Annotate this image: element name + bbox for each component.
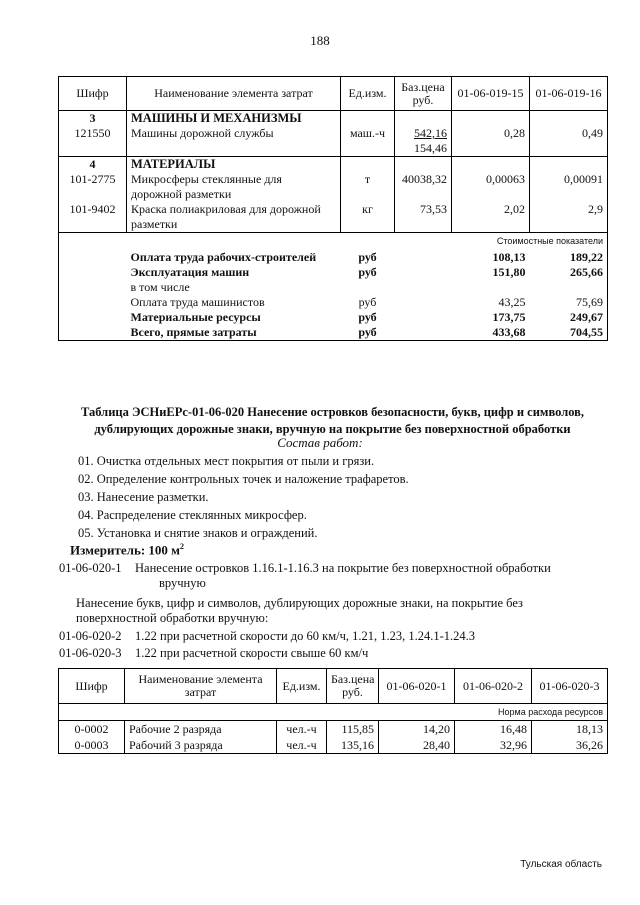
list-item: 04. Распределение стеклянных микросфер. (78, 508, 307, 522)
table-row (59, 141, 608, 157)
row-code: 0-0002 (59, 721, 125, 738)
cost-value-1: 173,75 (492, 310, 526, 324)
cost-value-1: 151,80 (492, 265, 526, 279)
header-code: Шифр (59, 669, 125, 704)
cost-label: Эксплуатация машин (130, 265, 250, 279)
row-value-3: 36,26 (532, 737, 608, 754)
row-name: Микросферы стеклянные для (127, 172, 341, 187)
cost-header-row (59, 233, 608, 251)
item-text (135, 561, 551, 591)
cost-value-2: 265,66 (530, 265, 608, 280)
norm-header: Норма расхода ресурсов (379, 704, 608, 721)
row-value-1: 0,28 (452, 126, 530, 141)
cost-header: Стоимостные показатели (452, 233, 608, 251)
table-row (59, 172, 608, 187)
table-header-row (59, 669, 608, 704)
cost-value-1: 108,13 (492, 250, 526, 264)
section-row (59, 157, 608, 173)
meter-superscript: 2 (180, 542, 185, 551)
row-price: 73,53 (395, 202, 452, 217)
row-value-3: 18,13 (532, 721, 608, 738)
row-value-2: 32,96 (455, 737, 532, 754)
cost-unit: руб (358, 310, 377, 324)
section-number: 4 (59, 157, 127, 173)
header-unit: Ед.изм. (277, 669, 327, 704)
row-value-1: 28,40 (379, 737, 455, 754)
row-code: 0-0003 (59, 737, 125, 754)
cost-row (59, 325, 608, 341)
cost-value-2: 249,67 (530, 310, 608, 325)
operations-list (78, 452, 409, 542)
item-text-line-2: вручную (159, 576, 206, 590)
cost-value-2: 75,69 (530, 295, 608, 310)
page-number: 188 (310, 33, 330, 48)
section-row (59, 111, 608, 127)
row-price (395, 126, 452, 141)
resources-table-020 (58, 668, 608, 754)
subheading: Нанесение букв, цифр и символов, дублирующих дорожные знаки, на покрытие без поверхностной обработки вручную: (76, 596, 523, 625)
cost-label: в том числе (130, 280, 190, 294)
table-row (59, 737, 608, 754)
cost-row (59, 280, 608, 295)
row-unit: маш.-ч (341, 126, 395, 141)
item-code: 01-06-020-3 (59, 646, 122, 660)
cost-label: Оплата труда машинистов (130, 295, 265, 309)
table-row (59, 126, 608, 141)
norm-header-row (59, 704, 608, 721)
table-row (59, 202, 608, 217)
header-code: Шифр (59, 77, 127, 111)
table-header-row (59, 77, 608, 111)
row-price: 40038,32 (395, 172, 452, 187)
row-price: 115,85 (327, 721, 379, 738)
resources-table-019 (58, 76, 608, 341)
item-row (59, 561, 551, 591)
section-number: 3 (59, 111, 127, 127)
row-value-2: 16,48 (455, 721, 532, 738)
row-name: Рабочий 3 разряда (125, 737, 277, 754)
row-value-1: 14,20 (379, 721, 455, 738)
cost-unit: руб (358, 295, 377, 309)
section-title: МАТЕРИАЛЫ (127, 157, 341, 173)
cost-row (59, 295, 608, 310)
header-name: Наименование элемента затрат (127, 77, 341, 111)
list-item: 02. Определение контрольных точек и наложение трафаретов. (78, 472, 409, 486)
cost-label: Оплата труда рабочих-строителей (130, 250, 317, 264)
header-col-2: 01-06-020-2 (455, 669, 532, 704)
row-code: 101-9402 (59, 202, 127, 217)
cost-row (59, 250, 608, 265)
row-code: 121550 (59, 126, 127, 141)
cost-value-2: 189,22 (530, 250, 608, 265)
row-code: 101-2775 (59, 172, 127, 187)
item-code: 01-06-020-1 (59, 561, 122, 575)
header-unit: Ед.изм. (341, 77, 395, 111)
cost-value-1: 433,68 (452, 325, 530, 341)
header-col-1: 01-06-020-1 (379, 669, 455, 704)
cost-unit: руб (358, 265, 377, 279)
cost-unit: руб (341, 325, 395, 341)
cost-unit: руб (358, 250, 377, 264)
row-unit: т (341, 172, 395, 187)
item-row (59, 646, 368, 661)
table-row (59, 187, 608, 202)
row-name: Краска полиакриловая для дорожной (127, 202, 341, 217)
row-price-secondary: 154,46 (395, 141, 452, 157)
item-text: 1.22 при расчетной скорости свыше 60 км/ч (135, 646, 369, 660)
table-heading (60, 404, 605, 438)
item-code: 01-06-020-2 (59, 629, 122, 643)
cost-row (59, 310, 608, 325)
row-value-1: 0,00063 (452, 172, 530, 187)
row-name-continued: разметки (127, 217, 341, 233)
list-item: 05. Установка и снятие знаков и ограждений. (78, 526, 318, 540)
composition-title: Состав работ: (277, 435, 363, 450)
item-row (59, 629, 475, 644)
table-heading-line-1: Таблица ЭСНиЕРс-01-06-020 Нанесение островков безопасности, букв, цифр и символов, (80, 405, 585, 419)
row-unit: кг (341, 202, 395, 217)
row-name: Машины дорожной службы (127, 126, 341, 141)
header-col-16: 01-06-019-16 (530, 77, 608, 111)
row-value-1: 2,02 (452, 202, 530, 217)
row-price: 135,16 (327, 737, 379, 754)
header-name: Наименование элемента затрат (125, 669, 277, 704)
item-text-line-1: Нанесение островков 1.16.1-1.16.3 на покрытие без поверхностной обработки (135, 561, 551, 575)
header-col-15: 01-06-019-15 (452, 77, 530, 111)
row-unit: чел.-ч (277, 737, 327, 754)
row-value-2: 2,9 (530, 202, 608, 217)
row-price-value: 542,16 (414, 126, 447, 140)
cost-row (59, 265, 608, 280)
list-item: 01. Очистка отдельных мест покрытия от пыли и грязи. (78, 454, 375, 468)
row-value-2: 0,49 (530, 126, 608, 141)
cost-value-1: 43,25 (498, 295, 526, 309)
section-title: МАШИНЫ И МЕХАНИЗМЫ (127, 111, 341, 127)
row-name-continued: дорожной разметки (127, 187, 341, 202)
table-row (59, 721, 608, 738)
cost-label: Всего, прямые затраты (127, 325, 341, 341)
table-row (59, 217, 608, 233)
list-item: 03. Нанесение разметки. (78, 490, 209, 504)
row-unit: чел.-ч (277, 721, 327, 738)
header-col-3: 01-06-020-3 (532, 669, 608, 704)
header-price: Баз.цена руб. (327, 669, 379, 704)
meter-label: Измеритель: 100 м (70, 542, 181, 558)
row-value-2: 0,00091 (530, 172, 608, 187)
item-text: 1.22 при расчетной скорости до 60 км/ч, 1.21, 1.23, 1.24.1-1.24.3 (135, 629, 476, 643)
header-price: Баз.цена руб. (395, 77, 452, 111)
meter-line (70, 542, 184, 558)
cost-label: Материальные ресурсы (130, 310, 261, 324)
table-heading-line-2: дублирующих дорожные знаки, вручную на покрытие без поверхностной обработки (94, 422, 571, 436)
row-name: Рабочие 2 разряда (125, 721, 277, 738)
cost-value-2: 704,55 (530, 325, 608, 341)
footer-region: Тульская область (520, 859, 602, 870)
